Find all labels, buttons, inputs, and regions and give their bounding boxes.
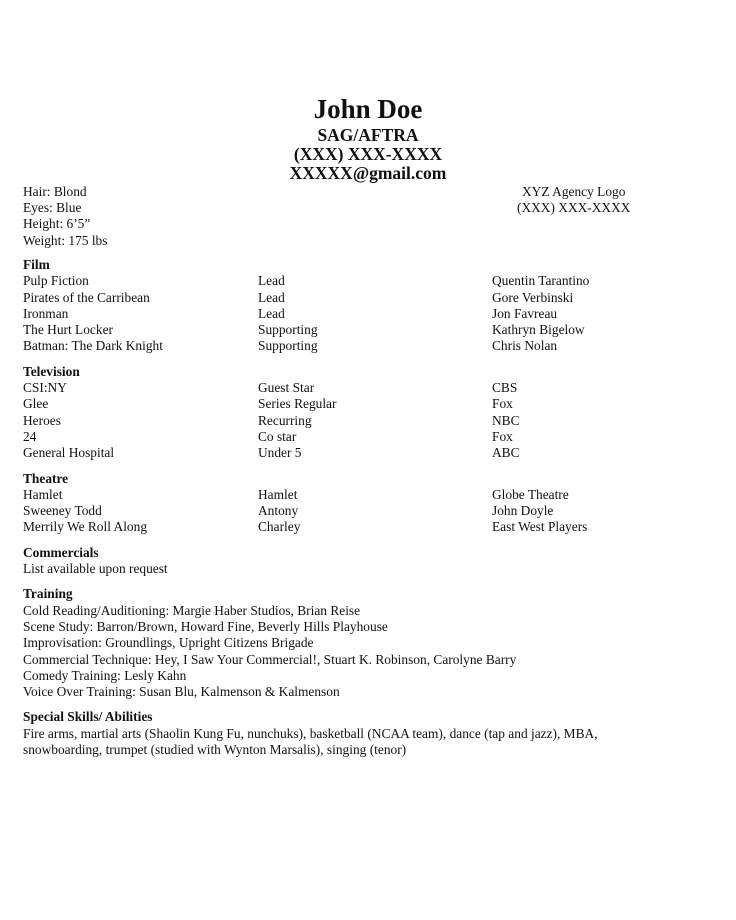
credit-role: Recurring <box>258 412 312 428</box>
physical-stats <box>23 184 107 249</box>
stat-eyes: Eyes: Blue <box>23 200 82 216</box>
agency-phone: (XXX) XXX-XXXX <box>517 200 631 216</box>
credit-director: Jon Favreau <box>492 305 558 321</box>
section-title-film: Film <box>23 257 50 272</box>
credit-network: Fox <box>492 396 513 412</box>
agency-logo: XYZ Agency Logo <box>522 184 626 199</box>
credit-role: Lead <box>258 289 285 305</box>
credit-row <box>23 338 713 354</box>
credit-row <box>23 429 713 445</box>
credit-network: NBC <box>492 412 520 428</box>
credit-director: Kathryn Bigelow <box>492 322 585 338</box>
skills-section <box>23 709 713 758</box>
stat-height: Height: 6’5” <box>23 216 91 232</box>
credit-row <box>23 413 713 429</box>
credit-title: Heroes <box>23 412 61 428</box>
credit-network: CBS <box>492 380 518 396</box>
stat-hair: Hair: Blond <box>23 184 87 199</box>
training-section <box>23 586 713 700</box>
resume-header <box>0 92 713 183</box>
commercials-section <box>23 545 713 578</box>
commercials-text: List available upon request <box>23 561 168 577</box>
credit-title: Hamlet <box>23 486 63 502</box>
credit-role: Supporting <box>258 338 318 354</box>
credit-role: Co star <box>258 428 297 444</box>
credit-title: Glee <box>23 396 49 412</box>
credit-venue: Globe Theatre <box>492 486 569 502</box>
credit-row <box>23 273 713 289</box>
credit-row <box>23 380 713 396</box>
credit-row <box>23 322 713 338</box>
actor-name: John Doe <box>313 94 423 124</box>
credit-title: Sweeney Todd <box>23 503 102 519</box>
television-section <box>23 364 713 462</box>
credit-network: Fox <box>492 428 513 444</box>
credit-role: Lead <box>258 273 285 289</box>
credit-venue: John Doyle <box>492 503 554 519</box>
credit-role: Supporting <box>258 322 318 338</box>
info-row <box>23 184 713 248</box>
credit-role: Guest Star <box>258 380 315 396</box>
credit-role: Hamlet <box>258 486 298 502</box>
credit-row <box>23 445 713 461</box>
credit-title: CSI:NY <box>23 380 67 396</box>
section-title-theatre: Theatre <box>23 470 69 486</box>
resume-page <box>23 92 713 758</box>
credit-title: The Hurt Locker <box>23 322 113 338</box>
credit-row <box>23 519 713 535</box>
skills-line: snowboarding, trumpet (studied with Wynton Marsalis), singing (tenor) <box>23 742 407 758</box>
credit-venue: East West Players <box>492 519 588 535</box>
credit-director: Quentin Tarantino <box>492 273 590 289</box>
credit-director: Gore Verbinski <box>492 289 574 305</box>
credit-role: Under 5 <box>258 445 302 461</box>
contact-phone: (XXX) XXX-XXXX <box>293 144 443 164</box>
credit-role: Antony <box>258 503 299 519</box>
credit-title: Pulp Fiction <box>23 273 89 289</box>
section-title-training: Training <box>23 586 73 602</box>
training-line: Cold Reading/Auditioning: Margie Haber Studios, Brian Reise <box>23 602 361 618</box>
credit-network: ABC <box>492 445 520 461</box>
credit-director: Chris Nolan <box>492 338 558 354</box>
section-title-skills: Special Skills/ Abilities <box>23 709 153 725</box>
credit-row <box>23 396 713 412</box>
training-line: Scene Study: Barron/Brown, Howard Fine, Beverly Hills Playhouse <box>23 618 388 634</box>
contact-email: XXXXX@gmail.com <box>289 163 447 183</box>
theatre-section <box>23 471 713 536</box>
stat-weight: Weight: 175 lbs <box>23 232 108 248</box>
credit-title: Pirates of the Carribean <box>23 289 150 305</box>
agency-info <box>517 184 630 216</box>
credit-title: 24 <box>23 428 37 444</box>
credit-role: Series Regular <box>258 396 337 412</box>
credit-title: General Hospital <box>23 445 115 461</box>
section-title-commercials: Commercials <box>23 544 99 560</box>
training-line: Commercial Technique: Hey, I Saw Your Commercial!, Stuart K. Robinson, Carolyne Barry <box>23 651 517 667</box>
section-title-television: Television <box>23 363 80 379</box>
skills-line: Fire arms, martial arts (Shaolin Kung Fu, nunchuks), basketball (NCAA team), dance (tap and jazz), MBA, <box>23 725 598 741</box>
credit-row <box>23 306 713 322</box>
training-line: Voice Over Training: Susan Blu, Kalmenson & Kalmenson <box>23 684 340 700</box>
credit-title: Merrily We Roll Along <box>23 519 148 535</box>
training-line: Improvisation: Groundlings, Upright Citizens Brigade <box>23 635 314 651</box>
credit-row <box>23 290 713 306</box>
credit-title: Batman: The Dark Knight <box>23 338 163 354</box>
film-section <box>23 257 713 355</box>
credit-role: Lead <box>258 305 285 321</box>
union-affiliation: SAG/AFTRA <box>317 125 419 145</box>
credit-title: Ironman <box>23 305 69 321</box>
credit-row <box>23 503 713 519</box>
training-line: Comedy Training: Lesly Kahn <box>23 667 187 683</box>
credit-row <box>23 487 713 503</box>
credit-role: Charley <box>258 519 301 535</box>
